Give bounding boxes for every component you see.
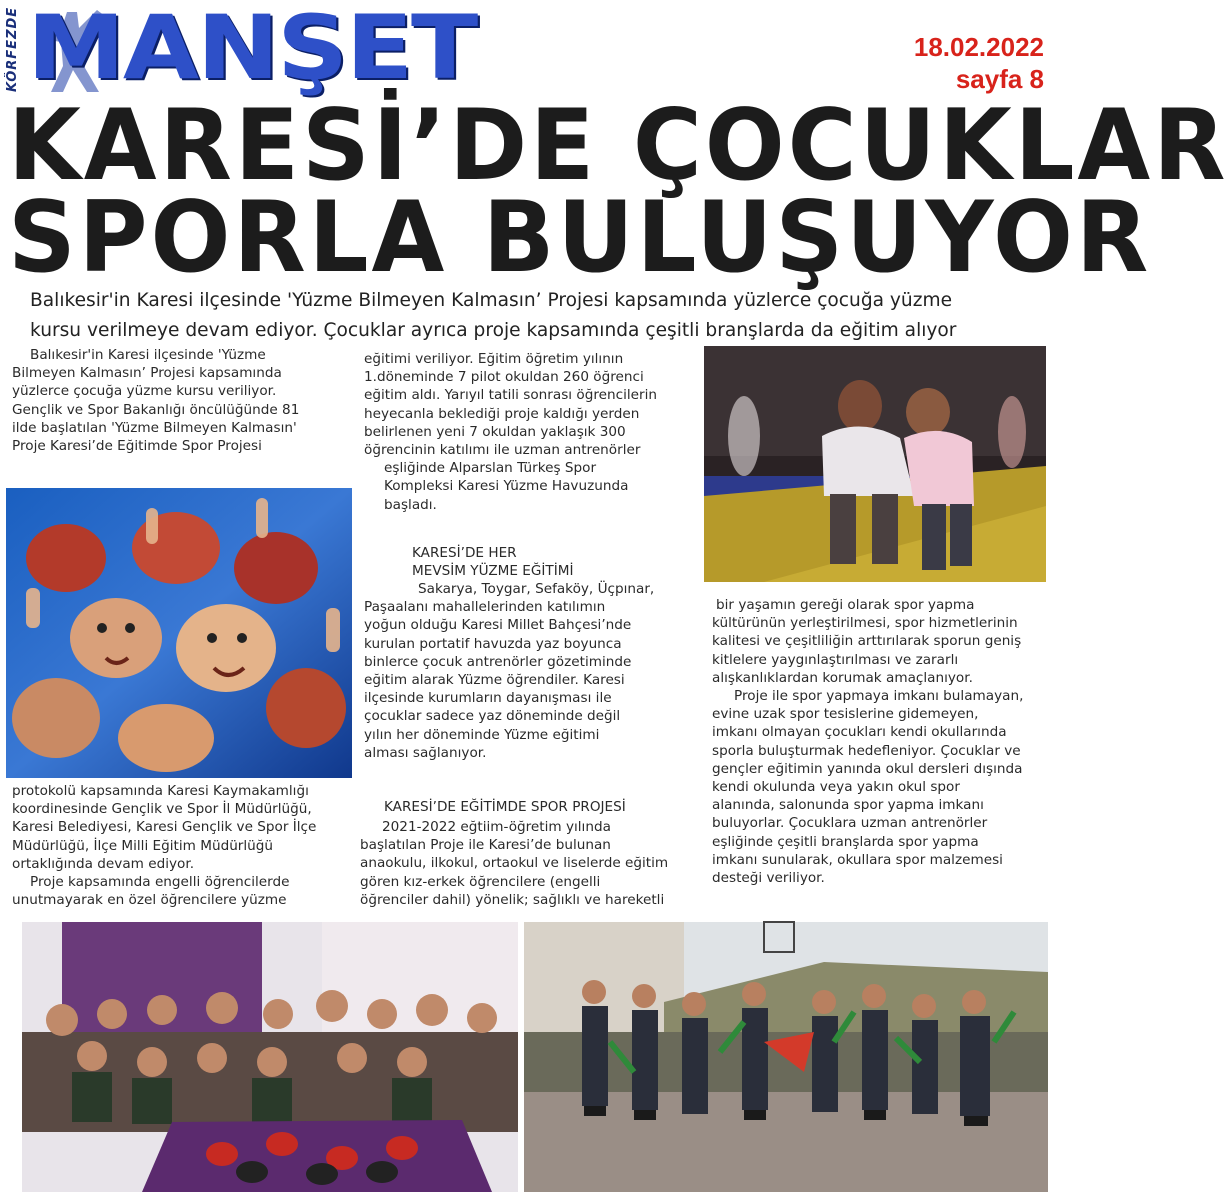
subhead-swimming: [412, 544, 702, 580]
lead-paragraph: [30, 286, 1042, 346]
text-line: belirlenen yeni 7 okuldan yaklaşık 300: [364, 423, 626, 440]
text-line: heyecanla beklediği proje kaldığı yerden: [364, 405, 640, 422]
text-line: başlatılan Proje ile Karesi’de bulunan: [360, 837, 611, 854]
text-line: başladı.: [384, 496, 437, 513]
text-line: yılın her döneminde Yüzme eğitimi: [364, 726, 600, 743]
text-line: Karesi Belediyesi, Karesi Gençlik ve Spor İlçe: [12, 819, 317, 836]
text-line: yüzlerce çocuğa yüzme kursu veriliyor.: [12, 383, 277, 400]
text-line: kalitesi ve çeşitliliğin arttırılarak sporun geniş: [712, 633, 1022, 650]
text-line: Gençlik ve Spor Bakanlığı öncülüğünde 81: [12, 401, 300, 418]
text-line: imkanı olmayan çocukları kendi okullarında: [712, 724, 1007, 741]
text-line: kendi okulunda veya yakın okul spor: [712, 779, 960, 796]
text-line: Balıkesir'in Karesi ilçesinde 'Yüzme: [30, 347, 266, 363]
text-line: çocuklar sadece yaz döneminde değil: [364, 708, 621, 725]
text-line: alışkanlıklardan korumak amaçlanıyor.: [712, 669, 973, 686]
text-line: Kompleksi Karesi Yüzme Havuzunda: [384, 478, 629, 495]
text-line: eğitim aldı. Yarıyıl tatili sonrası öğrencilerin: [364, 387, 657, 404]
text-line: gençler eğitimin yanında okul dersleri dışında: [712, 760, 1023, 777]
text-line: gören kız-erkek öğrencilere (engelli: [360, 873, 601, 890]
text-line: bir yaşamın gereği olarak spor yapma: [716, 597, 975, 613]
text-line: Proje Karesi’de Eğitimde Spor Projesi: [12, 438, 262, 455]
text-line: ortaklığında devam ediyor.: [12, 855, 195, 872]
subhead-sport-project: KARESİ’DE EĞİTİMDE SPOR PROJESİ: [384, 799, 626, 815]
text-line: Proje ile spor yapmaya imkanı bulamayan,: [734, 688, 1024, 705]
text-line: Paşaalanı mahallelerinden katılımın: [364, 599, 606, 616]
issue-date: 18.02.2022: [913, 32, 1044, 62]
logo-side-text: KÖRFEZDE: [5, 6, 20, 92]
text-line: alanında, salonunda spor yapma imkanı: [712, 797, 984, 814]
column-3: [712, 596, 1048, 887]
text-line: öğrenciler dahil) yönelik; sağlıklı ve hareketli: [360, 891, 665, 908]
text-line: evine uzak spor tesislerine gidemeyen,: [712, 706, 979, 723]
text-line: eşliğinde çeşitli branşlarda spor yapma: [712, 833, 979, 850]
text-line: eğitim alarak Yüzme öğrendiler. Karesi: [364, 672, 625, 689]
text-line: binlerce çocuk antrenörler gözetiminde: [364, 653, 632, 670]
masthead-logo: [5, 0, 476, 99]
text-line: eğitimi veriliyor. Eğitim öğretim yılının: [364, 351, 624, 367]
lead-line-2: kursu verilmeye devam ediyor. Çocuklar ayrıca proje kapsamında çeşitli branşlarda da eğitim alıyor: [30, 320, 957, 341]
text-line: ilde başlatılan 'Yüzme Bilmeyen Kalmasın': [12, 419, 297, 436]
column-2-bottom: [360, 818, 704, 909]
text-line: Müdürlüğü, İlçe Milli Eğitim Müdürlüğü: [12, 837, 274, 854]
text-line: imkanı sunularak, okullara spor malzemesi: [712, 851, 1003, 868]
photo-field-hockey-group: [524, 922, 1048, 1192]
photo-children-swimming: [6, 488, 352, 778]
text-line: Bilmeyen Kalmasın’ Projesi kapsamında: [12, 365, 282, 382]
text-line: anaokulu, ilkokul, ortaokul ve liselerde eğitim: [360, 855, 669, 872]
column-2-top: [364, 350, 700, 514]
headline: [8, 89, 1228, 295]
text-line: ilçesinde kurumların dayanışması ile: [364, 690, 612, 707]
photo-girls-wrestling: [704, 346, 1046, 582]
text-line: eşliğinde Alparslan Türkeş Spor: [384, 460, 597, 477]
text-line: buluyorlar. Çocuklara uzman antrenörler: [712, 815, 988, 832]
text-line: 2021-2022 eğtiim-öğretim yılında: [382, 819, 611, 835]
text-line: Sakarya, Toygar, Sefaköy, Üçpınar,: [418, 581, 655, 597]
text-line: 1.döneminde 7 pilot okuldan 260 öğrenci: [364, 369, 644, 386]
subhead-line-1: KARESİ’DE HER: [412, 545, 517, 561]
column-1-bottom: [12, 782, 352, 909]
lead-line-1: Balıkesir'in Karesi ilçesinde 'Yüzme Bilmeyen Kalmasın’ Projesi kapsamında yüzlerce çocuğa yüzme: [30, 290, 953, 311]
headline-line-2: SPORLA BULUŞUYOR: [8, 181, 1152, 295]
text-line: sporla buluşturmak hedefleniyor. Çocuklar ve: [712, 742, 1021, 759]
column-2-middle: [364, 580, 704, 762]
subhead-line-2: MEVSİM YÜZME EĞİTİMİ: [412, 563, 574, 580]
text-line: desteği veriliyor.: [712, 870, 825, 887]
photo-table-tennis-group: [22, 922, 518, 1192]
text-line: alması sağlanıyor.: [364, 744, 487, 761]
text-line: koordinesinde Gençlik ve Spor İl Müdürlüğü,: [12, 801, 312, 818]
column-1-top: [12, 346, 352, 455]
text-line: kültürünün yerleştirilmesi, spor hizmetlerinin: [712, 615, 1018, 632]
text-line: unutmayarak en özel öğrencilere yüzme: [12, 892, 287, 909]
headline-line-1: KARESİ’DE ÇOCUKLAR: [8, 89, 1228, 203]
text-line: kurulan portatif havuzda yaz boyunca: [364, 635, 622, 652]
issue-page-number: sayfa 8: [955, 64, 1044, 94]
text-line: öğrencinin katılımı ile uzman antrenörler: [364, 442, 641, 459]
text-line: yoğun olduğu Karesi Millet Bahçesi’nde: [364, 617, 632, 634]
text-line: protokolü kapsamında Karesi Kaymakamlığı: [12, 783, 309, 799]
logo-wordmark: MANŞET: [27, 0, 476, 99]
text-line: Proje kapsamında engelli öğrencilerde: [30, 874, 290, 891]
text-line: kitlelere yaygınlaştırılması ve zararlı: [712, 651, 959, 668]
